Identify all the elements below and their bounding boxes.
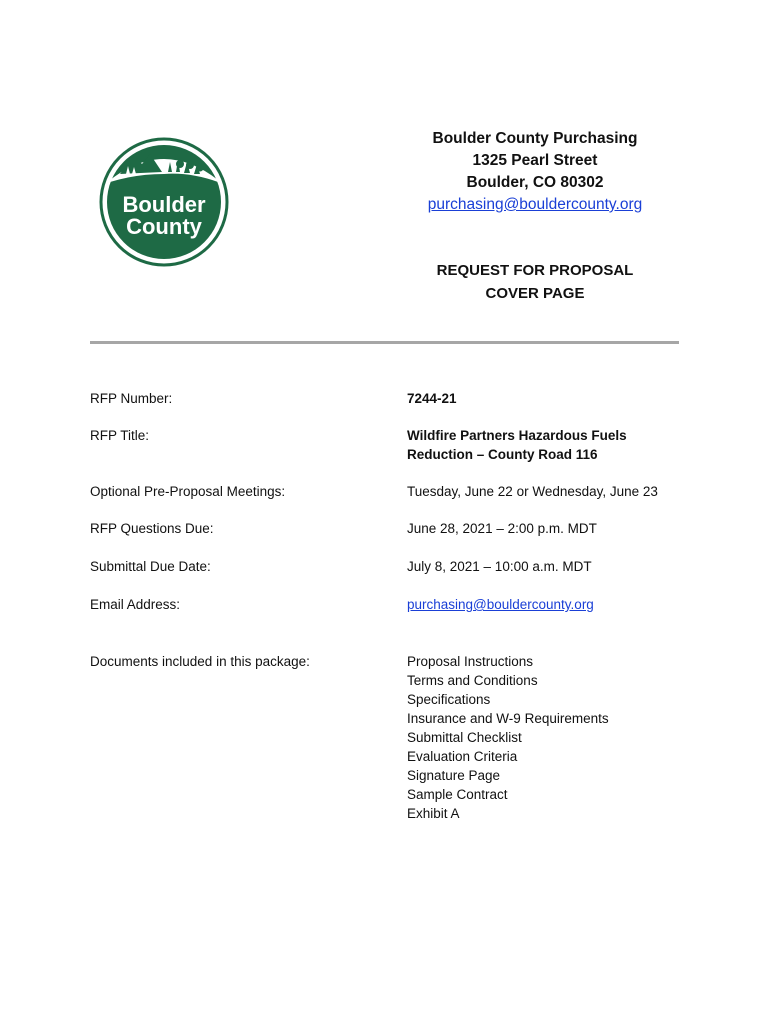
questions-due-value: June 28, 2021 – 2:00 p.m. MDT	[407, 521, 597, 536]
email-link[interactable]: purchasing@bouldercounty.org	[407, 597, 594, 612]
documents-list	[407, 652, 667, 823]
city-state-zip: Boulder, CO 80302	[466, 174, 604, 191]
header-email-link[interactable]: purchasing@bouldercounty.org	[427, 196, 643, 213]
list-item: Terms and Conditions	[407, 673, 538, 688]
list-item: Submittal Checklist	[407, 730, 522, 745]
title-line2: COVER PAGE	[485, 285, 585, 302]
document-title	[395, 259, 675, 305]
submittal-due-label: Submittal Due Date:	[90, 559, 211, 574]
questions-due-label: RFP Questions Due:	[90, 521, 214, 536]
boulder-county-logo	[90, 128, 238, 276]
submittal-due-value: July 8, 2021 – 10:00 a.m. MDT	[407, 559, 592, 574]
list-item: Signature Page	[407, 768, 501, 783]
meetings-label: Optional Pre-Proposal Meetings:	[90, 484, 286, 499]
list-item: Insurance and W-9 Requirements	[407, 711, 609, 726]
rfp-number-label: RFP Number:	[90, 391, 173, 406]
logo-text-line2: County	[126, 214, 202, 239]
documents-label: Documents included in this package:	[90, 654, 310, 669]
list-item: Exhibit A	[407, 806, 460, 821]
rfp-title-label: RFP Title:	[90, 428, 150, 443]
list-item: Proposal Instructions	[407, 654, 534, 669]
rfp-number-value: 7244-21	[407, 391, 457, 406]
logo-seal-graphic	[90, 128, 238, 276]
logo-text-line1: Boulder	[122, 192, 206, 217]
rfp-title-value-line1: Wildfire Partners Hazardous Fuels	[407, 428, 627, 443]
meetings-value: Tuesday, June 22 or Wednesday, June 23	[407, 484, 658, 499]
list-item: Specifications	[407, 692, 491, 707]
org-name: Boulder County Purchasing	[432, 130, 638, 147]
address-block	[395, 128, 675, 216]
street-address: 1325 Pearl Street	[472, 152, 598, 169]
list-item: Sample Contract	[407, 787, 508, 802]
title-line1: REQUEST FOR PROPOSAL	[436, 262, 634, 279]
rfp-title-value	[407, 426, 667, 464]
horizontal-divider	[90, 341, 679, 344]
email-label: Email Address:	[90, 597, 181, 612]
rfp-title-value-line2: Reduction – County Road 116	[407, 447, 598, 462]
list-item: Evaluation Criteria	[407, 749, 518, 764]
